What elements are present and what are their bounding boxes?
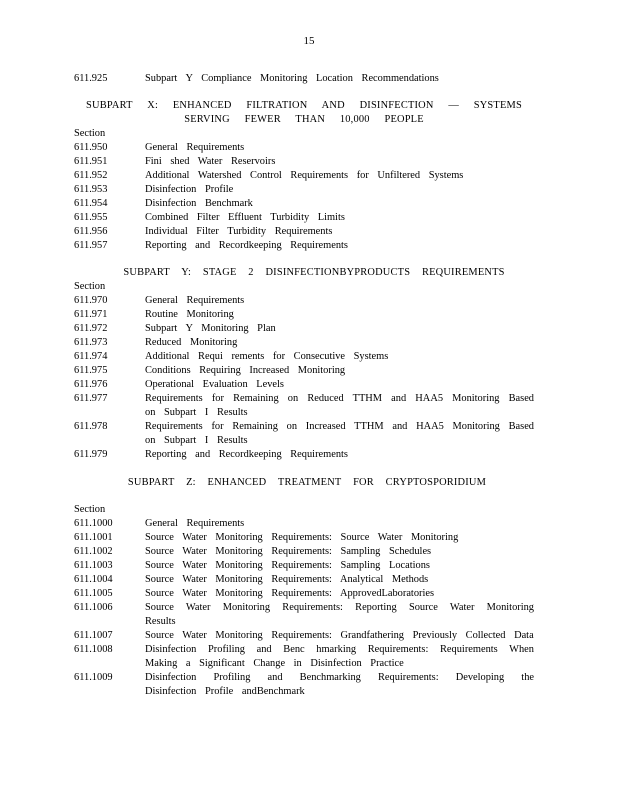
section-title: Conditions Requiring Increased Monitoring xyxy=(145,365,346,376)
section-number: 611.1008 xyxy=(74,644,113,655)
section-number: 611.1000 xyxy=(74,518,113,529)
toc-entry xyxy=(74,211,534,225)
section-number: 611.956 xyxy=(74,226,108,237)
intro-entry-block xyxy=(74,72,534,86)
toc-entry xyxy=(74,378,534,392)
page-number: 15 xyxy=(303,35,315,47)
toc-entry xyxy=(74,573,534,587)
section-column-label: Section xyxy=(74,504,106,515)
section-title: Individual Filter Turbidity Requirements xyxy=(145,226,333,237)
section-number: 611.970 xyxy=(74,295,108,306)
section-number: 611.1004 xyxy=(74,574,113,585)
toc-entry xyxy=(74,141,534,155)
section-title: Requirements for Remaining on Reduced TTHM and HAA5 Monitoring Based on Subpart I Results xyxy=(145,393,534,418)
section-number: 611.978 xyxy=(74,421,108,432)
toc-entry xyxy=(74,601,534,629)
section-number: 611.1007 xyxy=(74,630,113,641)
section-number: 611.975 xyxy=(74,365,108,376)
toc-entry xyxy=(74,239,534,253)
section-number: 611.1002 xyxy=(74,546,113,557)
section-title: Source Water Monitoring Requirements: Sampling Locations xyxy=(145,560,430,571)
section-number: 611.972 xyxy=(74,323,108,334)
subpart-z-toc xyxy=(74,503,534,699)
section-title: Fini shed Water Reservoirs xyxy=(145,156,276,167)
section-title: Subpart Y Monitoring Plan xyxy=(145,323,276,334)
section-number: 611.951 xyxy=(74,156,108,167)
section-title: General Requirements xyxy=(145,142,245,153)
toc-entry xyxy=(74,322,534,336)
section-number: 611.1006 xyxy=(74,602,113,613)
section-number: 611.950 xyxy=(74,142,108,153)
section-number: 611.976 xyxy=(74,379,108,390)
section-title: Reduced Monitoring xyxy=(145,337,238,348)
toc-entry xyxy=(74,225,534,239)
toc-entry xyxy=(74,629,534,643)
section-title: Reporting and Recordkeeping Requirements xyxy=(145,449,348,460)
section-number: 611.979 xyxy=(74,449,108,460)
toc-entry xyxy=(74,183,534,197)
section-number: 611.1009 xyxy=(74,672,113,683)
section-number: 611.954 xyxy=(74,198,108,209)
section-column-label: Section xyxy=(74,281,106,292)
toc-entry xyxy=(74,671,534,699)
toc-entry xyxy=(74,448,534,462)
section-number: 611.973 xyxy=(74,337,108,348)
section-number: 611.974 xyxy=(74,351,108,362)
section-title: Routine Monitoring xyxy=(145,309,234,320)
subpart-y-heading: SUBPART Y: STAGE 2 DISINFECTIONBYPRODUCTS REQUIREMENTS xyxy=(123,267,505,278)
section-title: Combined Filter Effluent Turbidity Limits xyxy=(145,212,345,223)
section-title: Source Water Monitoring Requirements: ApprovedLaboratories xyxy=(145,588,435,599)
section-title: Disinfection Profiling and Benc hmarking Requirements: Requirements When Making a Significant Change in Disinfection Practice xyxy=(145,644,534,669)
section-number: 611.957 xyxy=(74,240,108,251)
toc-entry xyxy=(74,420,534,448)
section-column-label: Section xyxy=(74,128,106,139)
toc-entry xyxy=(74,531,534,545)
section-number: 611.953 xyxy=(74,184,108,195)
toc-entry xyxy=(74,392,534,420)
section-title: Disinfection Profile xyxy=(145,184,234,195)
toc-entry xyxy=(74,364,534,378)
subpart-x-toc xyxy=(74,127,534,253)
section-title: Source Water Monitoring Requirements: Source Water Monitoring xyxy=(145,532,459,543)
section-title: Source Water Monitoring Requirements: Reporting Source Water Monitoring Results xyxy=(145,602,534,627)
section-number: 611.977 xyxy=(74,393,108,404)
toc-entry xyxy=(74,559,534,573)
section-number: 611.955 xyxy=(74,212,108,223)
subpart-y-toc xyxy=(74,280,534,462)
section-number: 611.971 xyxy=(74,309,108,320)
section-number: 611.1003 xyxy=(74,560,113,571)
section-number: 611.925 xyxy=(74,73,108,84)
toc-entry xyxy=(74,545,534,559)
toc-entry xyxy=(74,308,534,322)
subpart-x-heading: SUBPART X: ENHANCED FILTRATION AND DISINFECTION — SYSTEMS SERVING FEWER THAN 10,000 PEOPLE xyxy=(86,100,522,125)
toc-entry xyxy=(74,169,534,183)
subpart-z-heading: SUBPART Z: ENHANCED TREATMENT FOR CRYPTOSPORIDIUM xyxy=(127,477,487,488)
section-title: Source Water Monitoring Requirements: Sampling Schedules xyxy=(145,546,432,557)
section-title: Operational Evaluation Levels xyxy=(145,379,284,390)
section-title: General Requirements xyxy=(145,295,245,306)
section-title: Disinfection Profiling and Benchmarking Requirements: Developing the Disinfection Profile andBenchmark xyxy=(145,672,534,697)
section-number: 611.1001 xyxy=(74,532,113,543)
section-title: Requirements for Remaining on Increased TTHM and HAA5 Monitoring Based on Subpart I Results xyxy=(145,421,534,446)
toc-entry xyxy=(74,197,534,211)
toc-entry xyxy=(74,643,534,671)
section-title: Subpart Y Compliance Monitoring Location Recommendations xyxy=(145,73,439,84)
toc-entry xyxy=(74,350,534,364)
toc-entry xyxy=(74,72,534,86)
section-title: Source Water Monitoring Requirements: Analytical Methods xyxy=(145,574,429,585)
toc-entry xyxy=(74,155,534,169)
section-title: Source Water Monitoring Requirements: Grandfathering Previously Collected Data xyxy=(145,630,534,641)
section-title: Reporting and Recordkeeping Requirements xyxy=(145,240,348,251)
toc-entry xyxy=(74,517,534,531)
toc-entry xyxy=(74,294,534,308)
section-title: Additional Requi rements for Consecutive Systems xyxy=(145,351,389,362)
section-title: General Requirements xyxy=(145,518,245,529)
toc-entry xyxy=(74,336,534,350)
toc-entry xyxy=(74,587,534,601)
section-title: Disinfection Benchmark xyxy=(145,198,253,209)
section-number: 611.1005 xyxy=(74,588,113,599)
section-number: 611.952 xyxy=(74,170,108,181)
section-title: Additional Watershed Control Requirements for Unfiltered Systems xyxy=(145,170,464,181)
